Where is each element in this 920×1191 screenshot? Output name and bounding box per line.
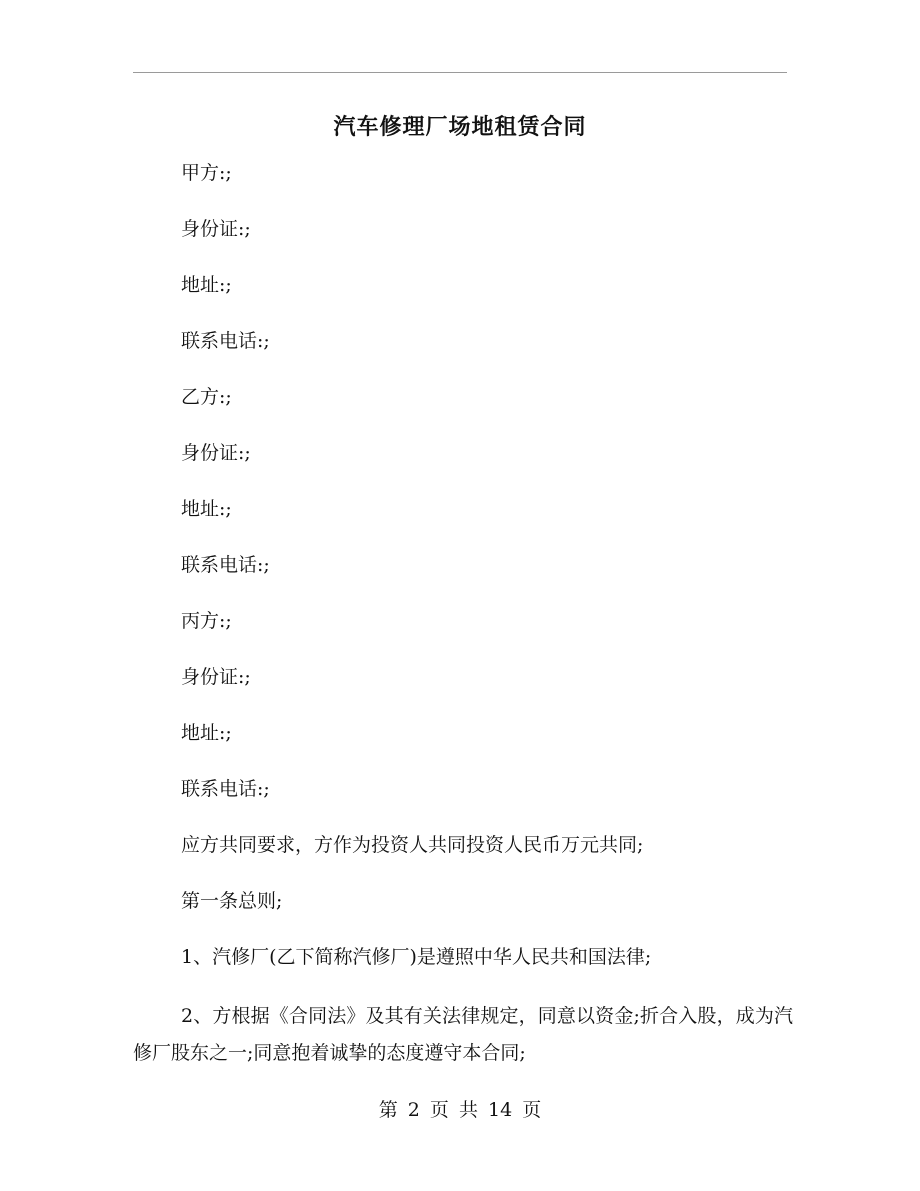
party-a-id-line: 身份证:; <box>181 218 251 240</box>
page-number-footer: 第 2 页 共 14 页 <box>378 1099 542 1121</box>
party-c-line: 丙方:; <box>181 610 232 632</box>
party-a-phone-line: 联系电话:; <box>181 330 270 352</box>
party-b-phone-line: 联系电话:; <box>181 554 270 576</box>
party-b-line: 乙方:; <box>181 386 232 408</box>
party-c-id-line: 身份证:; <box>181 666 251 688</box>
contract-body <box>133 158 793 1072</box>
document-title: 汽车修理厂场地租赁合同 <box>333 115 587 140</box>
party-b-address-line: 地址:; <box>181 498 232 520</box>
party-c-phone-line: 联系电话:; <box>181 778 270 800</box>
header-rule <box>133 72 787 73</box>
party-a-address-line: 地址:; <box>181 274 232 296</box>
party-a-line: 甲方:; <box>181 162 232 184</box>
clause-2-paragraph: 2、方根据《合同法》及其有关法律规定，同意以资金;折合入股，成为汽修厂股东之一;同意抱着诚挚的态度遵守本合同; <box>133 1005 793 1064</box>
party-b-id-line: 身份证:; <box>181 442 251 464</box>
clause-1-paragraph: 1、汽修厂(乙下简称汽修厂)是遵照中华人民共和国法律; <box>181 946 652 968</box>
party-c-address-line: 地址:; <box>181 722 232 744</box>
investment-paragraph: 应方共同要求，方作为投资人共同投资人民币万元共同; <box>181 834 644 856</box>
article-one-heading: 第一条总则; <box>181 890 283 912</box>
